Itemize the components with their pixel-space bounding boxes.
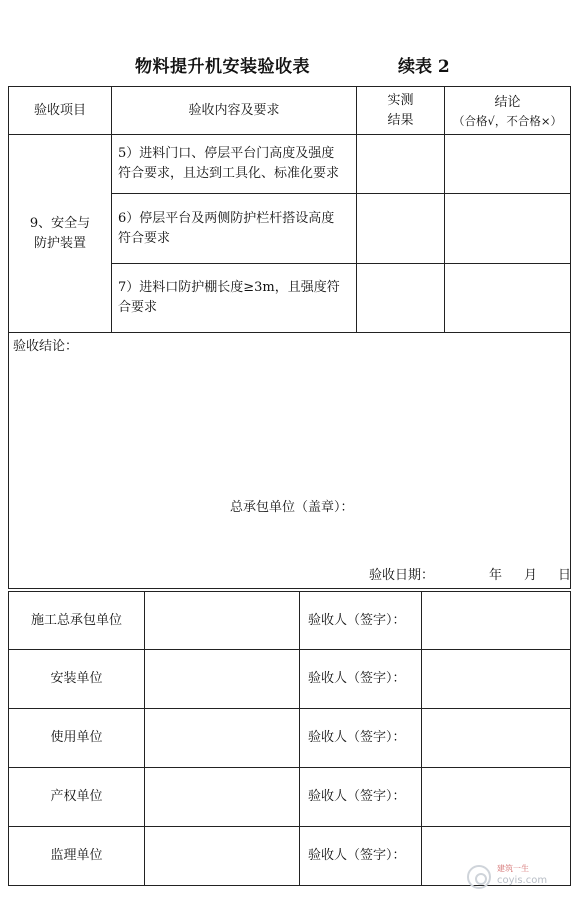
watermark-logo-icon — [467, 865, 491, 889]
conclusion-label: 验收结论： — [13, 339, 79, 354]
signature-unit-name[interactable] — [145, 827, 300, 886]
watermark — [467, 863, 567, 893]
form-title-continuation: 续表 2 — [398, 57, 450, 77]
signature-row — [9, 650, 571, 709]
conclusion-row — [9, 333, 571, 589]
row-6-conclusion[interactable] — [445, 194, 571, 264]
row-7-result[interactable] — [357, 264, 445, 333]
signature-field[interactable] — [422, 768, 571, 827]
form-title-main: 物料提升机安装验收表 — [135, 57, 310, 77]
signature-label: 验收人（签字）： — [300, 709, 422, 768]
signature-unit-name[interactable] — [145, 768, 300, 827]
row-6-content: 6）停层平台及两侧防护栏杆搭设高度 符合要求 — [112, 194, 357, 264]
signature-unit: 使用单位 — [9, 709, 145, 768]
signature-field[interactable] — [422, 650, 571, 709]
date-year: 年 — [489, 568, 503, 583]
acceptance-date-label: 验收日期： — [369, 568, 435, 583]
signature-unit-name[interactable] — [145, 709, 300, 768]
date-month: 月 — [524, 568, 538, 583]
item-label-safety: 9、安全与 防护装置 — [9, 135, 112, 333]
signature-label: 验收人（签字）： — [300, 650, 422, 709]
signature-unit-name[interactable] — [145, 592, 300, 650]
conclusion-box[interactable] — [9, 333, 571, 589]
signature-row — [9, 768, 571, 827]
signature-label: 验收人（签字）： — [300, 592, 422, 650]
signature-table — [8, 591, 571, 886]
signature-row — [9, 592, 571, 650]
acceptance-table — [8, 86, 571, 589]
row-7-content: 7）进料口防护棚长度≥3m，且强度符 合要求 — [112, 264, 357, 333]
form-title — [0, 52, 577, 76]
table-header-row — [9, 87, 571, 135]
header-item: 验收项目 — [9, 87, 112, 135]
signature-unit: 监理单位 — [9, 827, 145, 886]
date-day: 日 — [558, 568, 572, 583]
table-row — [9, 135, 571, 194]
header-content: 验收内容及要求 — [112, 87, 357, 135]
row-6-result[interactable] — [357, 194, 445, 264]
watermark-text-bottom: coyis.com — [497, 875, 548, 886]
header-conclusion: 结论 （合格√，不合格×） — [445, 87, 571, 135]
row-5-content: 5）进料门口、停层平台门高度及强度 符合要求，且达到工具化、标准化要求 — [112, 135, 357, 194]
row-5-result[interactable] — [357, 135, 445, 194]
signature-label: 验收人（签字）： — [300, 768, 422, 827]
watermark-text-top: 建筑一生 — [497, 864, 529, 873]
signature-unit: 安装单位 — [9, 650, 145, 709]
signature-row — [9, 709, 571, 768]
signature-unit: 产权单位 — [9, 768, 145, 827]
header-result: 实测 结果 — [357, 87, 445, 135]
signature-label: 验收人（签字）： — [300, 827, 422, 886]
row-7-conclusion[interactable] — [445, 264, 571, 333]
signature-unit: 施工总承包单位 — [9, 592, 145, 650]
signature-field[interactable] — [422, 592, 571, 650]
signature-unit-name[interactable] — [145, 650, 300, 709]
row-5-conclusion[interactable] — [445, 135, 571, 194]
contractor-stamp-label: 总承包单位（盖章）： — [230, 500, 354, 515]
signature-field[interactable] — [422, 709, 571, 768]
